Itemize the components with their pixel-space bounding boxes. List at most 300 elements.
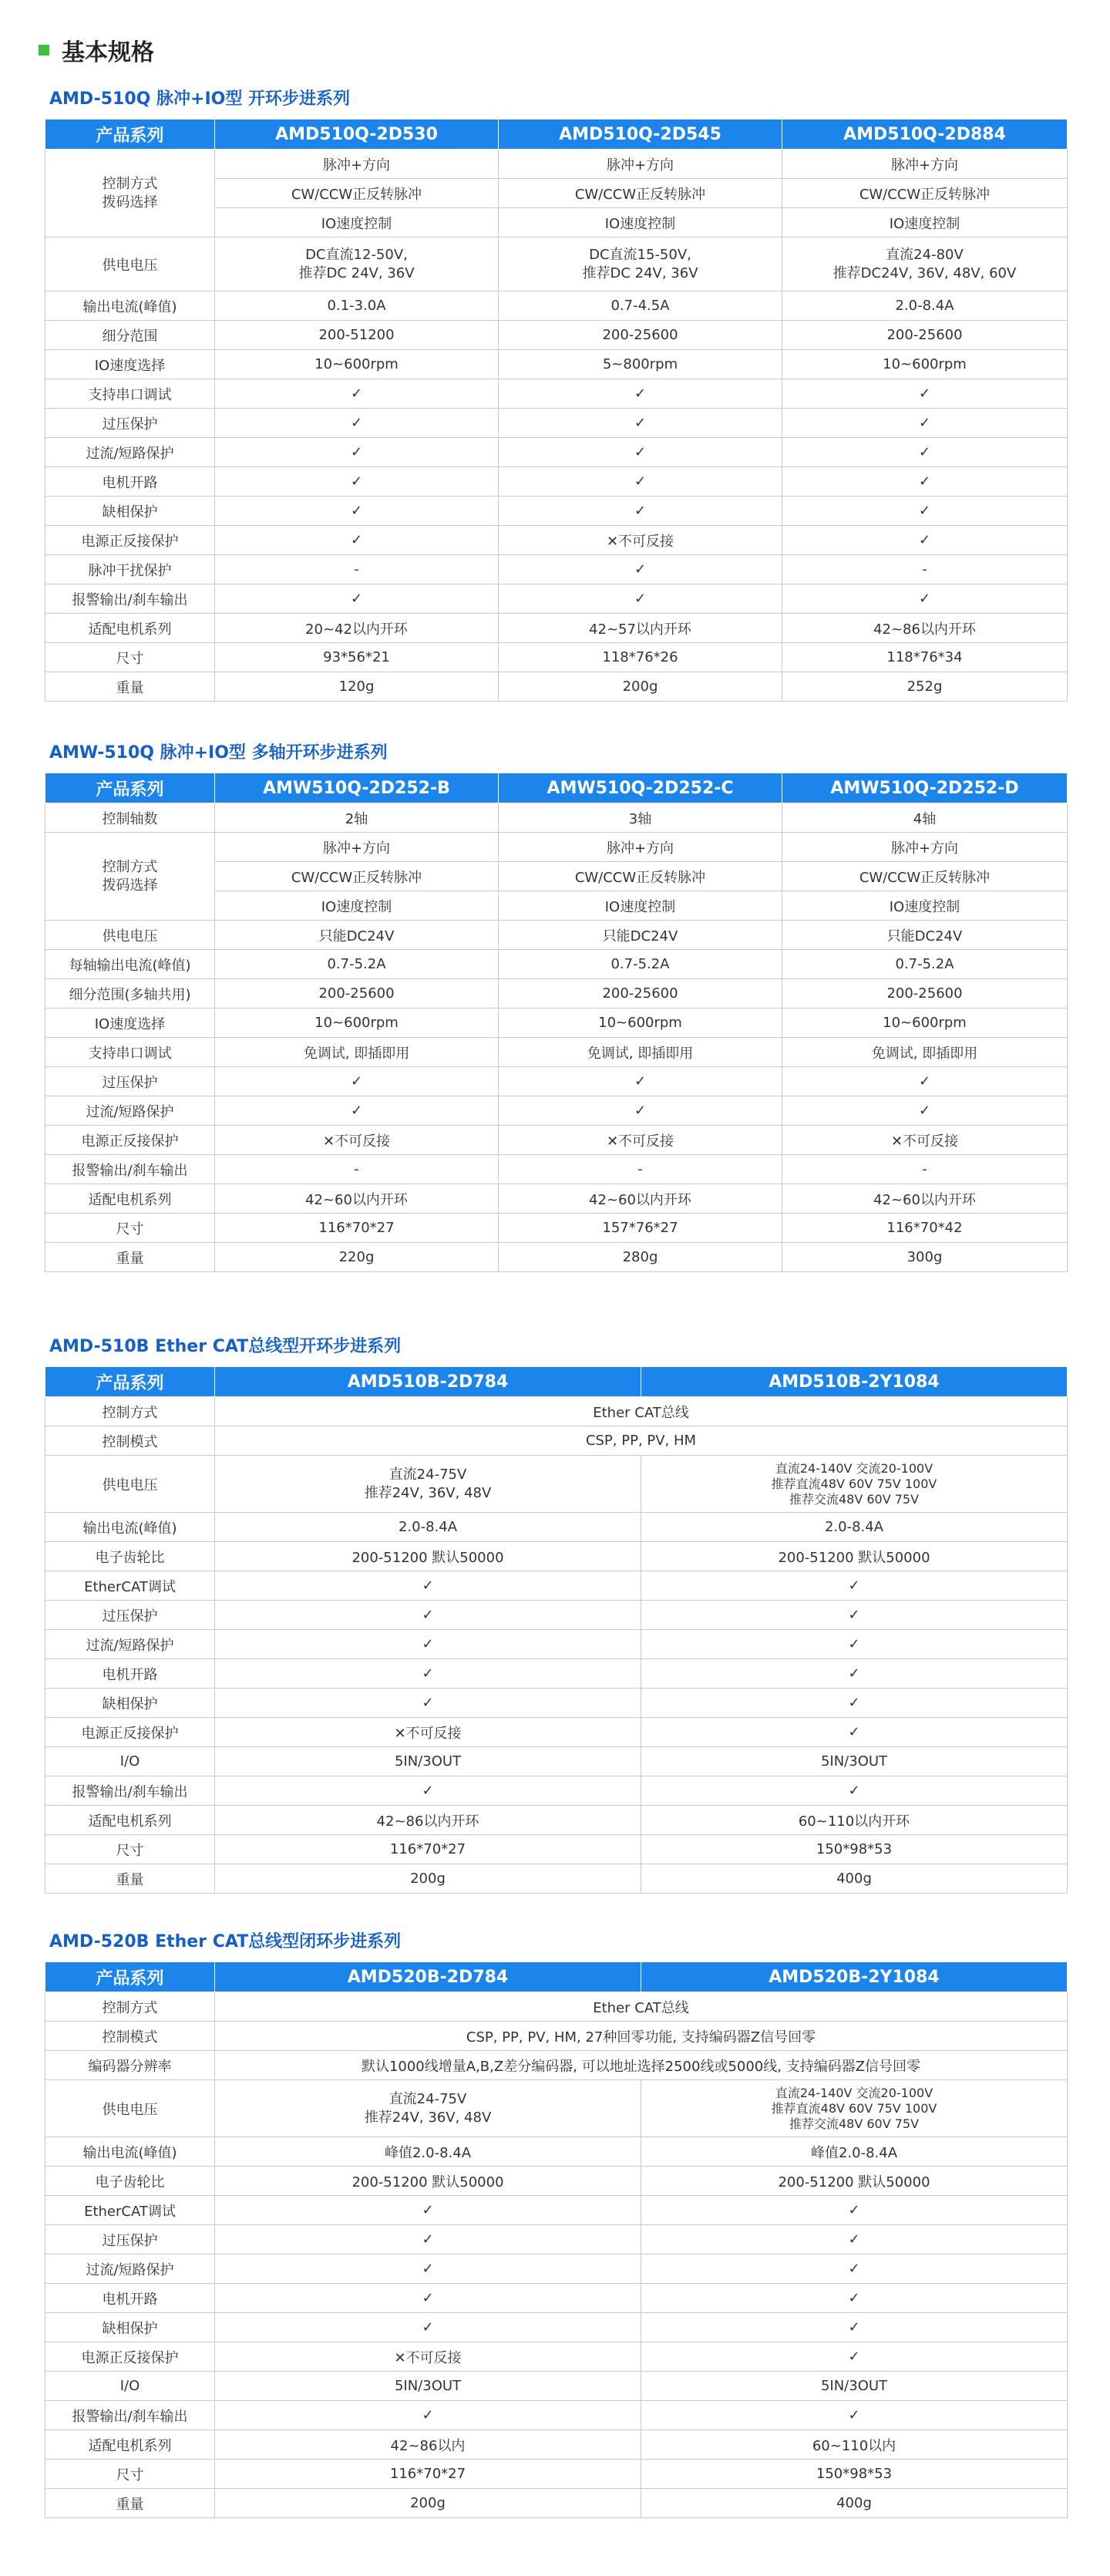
table-row	[45, 497, 1068, 526]
table-cell: 3轴	[499, 803, 782, 833]
table-cell: 42~57以内开环	[499, 614, 782, 643]
header-cell: AMD510B-2D784	[215, 1367, 641, 1397]
table-cell: 2.0-8.4A	[215, 1513, 641, 1542]
row-label: 适配电机系列	[45, 2430, 215, 2460]
table-row	[45, 1126, 1068, 1155]
row-label: 报警输出/刹车输出	[45, 1155, 215, 1184]
table-cell: 直流24-140V 交流20-100V 推荐直流48V 60V 75V 100V 推荐交流48V 60V 75V	[641, 2080, 1068, 2137]
table-cell: 200g	[215, 2489, 641, 2518]
title-marker	[39, 45, 49, 56]
table-row	[45, 1776, 1068, 1806]
table-row	[45, 1096, 1068, 1126]
table-row	[45, 1689, 1068, 1718]
table-cell: 5IN/3OUT	[641, 2372, 1068, 2401]
row-label: 支持串口调试	[45, 1038, 215, 1067]
table-cell: 42~86以内开环	[215, 1806, 641, 1835]
table-cell: ✓	[782, 526, 1068, 555]
row-label: 供电电压	[45, 921, 215, 950]
section-amd510q	[45, 76, 1067, 702]
table-row	[45, 467, 1068, 497]
table-cell: ✓	[641, 2254, 1068, 2284]
table-row	[45, 2051, 1068, 2080]
table-row	[45, 1630, 1068, 1659]
table-cell: IO速度控制	[499, 208, 782, 237]
table-cell: ✓	[782, 467, 1068, 497]
table-cell: -	[782, 1155, 1068, 1184]
table-row	[45, 1214, 1068, 1243]
table-cell: CSP, PP, PV, HM, 27种回零功能, 支持编码器Z信号回零	[215, 2022, 1068, 2051]
row-label: 电源正反接保护	[45, 1718, 215, 1747]
section-amw510q	[45, 729, 1067, 1272]
table-cell: ✓	[782, 438, 1068, 467]
table-row	[45, 1426, 1068, 1456]
table-cell: 只能DC24V	[499, 921, 782, 950]
table-cell: 脉冲+方向	[215, 833, 499, 862]
table-cell: ✓	[215, 526, 499, 555]
table-cell: ✓	[641, 2313, 1068, 2342]
table-cell: ✓	[641, 1630, 1068, 1659]
table-header-row	[45, 120, 1068, 150]
row-label: 尺寸	[45, 1214, 215, 1243]
header-cell: 产品系列	[45, 120, 215, 150]
table-cell: ✓	[641, 1601, 1068, 1630]
row-label: 报警输出/刹车输出	[45, 584, 215, 614]
table-cell: ✓	[782, 1067, 1068, 1096]
table-cell: ✓	[215, 1601, 641, 1630]
table-cell: 200-25600	[215, 979, 499, 1009]
row-label: 控制模式	[45, 2022, 215, 2051]
table-row	[45, 2196, 1068, 2225]
table-row	[45, 1601, 1068, 1630]
table-cell: 116*70*27	[215, 2460, 641, 2489]
row-label: 输出电流(峰值)	[45, 2137, 215, 2167]
row-label: 电子齿轮比	[45, 1542, 215, 1571]
table-row	[45, 2342, 1068, 2372]
table-row	[45, 1806, 1068, 1835]
header-cell: AMW510Q-2D252-B	[215, 773, 499, 803]
row-label: I/O	[45, 2372, 215, 2401]
row-label: 过流/短路保护	[45, 1096, 215, 1126]
row-label: 重量	[45, 1864, 215, 1894]
header-cell: 产品系列	[45, 773, 215, 803]
row-label: 编码器分辨率	[45, 2051, 215, 2080]
table-cell: ✓	[641, 1689, 1068, 1718]
table-cell: 200-51200 默认50000	[215, 1542, 641, 1571]
table-row	[45, 2284, 1068, 2313]
row-label: EtherCAT调试	[45, 2196, 215, 2225]
table-cell: 300g	[782, 1243, 1068, 1272]
table-cell: 直流24-80V 推荐DC24V, 36V, 48V, 60V	[782, 237, 1068, 291]
table-cell: CW/CCW正反转脉冲	[215, 179, 499, 208]
row-label: 电子齿轮比	[45, 2167, 215, 2196]
section-amd510b	[45, 1323, 1067, 1894]
header-cell: AMW510Q-2D252-C	[499, 773, 782, 803]
table-cell: 200-51200 默认50000	[215, 2167, 641, 2196]
table-cell: 免调试, 即插即用	[499, 1038, 782, 1067]
row-label: 报警输出/刹车输出	[45, 1776, 215, 1806]
table-cell: 200-25600	[499, 321, 782, 350]
table-cell: CW/CCW正反转脉冲	[782, 862, 1068, 891]
table-row	[45, 833, 1068, 862]
row-label: 重量	[45, 2489, 215, 2518]
table-cell: 默认1000线增量A,B,Z差分编码器, 可以地址选择2500线或5000线, 支持编码器Z信号回零	[215, 2051, 1068, 2080]
table-cell: 0.7-5.2A	[499, 950, 782, 979]
row-label: 供电电压	[45, 237, 215, 291]
table-cell: 116*70*27	[215, 1214, 499, 1243]
table-cell: ✓	[215, 1630, 641, 1659]
table-row	[45, 1243, 1068, 1272]
table-row	[45, 921, 1068, 950]
table-cell: DC直流12-50V, 推荐DC 24V, 36V	[215, 237, 499, 291]
table-cell: 脉冲+方向	[499, 150, 782, 179]
table-cell: ✓	[215, 1096, 499, 1126]
table-cell: ✓	[641, 2401, 1068, 2430]
row-label: 脉冲干扰保护	[45, 555, 215, 584]
table-cell: 42~60以内开环	[782, 1184, 1068, 1214]
row-label: EtherCAT调试	[45, 1571, 215, 1601]
row-label: 控制模式	[45, 1426, 215, 1456]
row-label: 支持串口调试	[45, 379, 215, 409]
page-title-text: 基本规格	[62, 39, 154, 66]
row-label: 输出电流(峰值)	[45, 1513, 215, 1542]
section-title: AMW-510Q 脉冲+IO型 多轴开环步进系列	[49, 743, 388, 763]
table-cell: -	[782, 555, 1068, 584]
table-cell: ✓	[215, 1067, 499, 1096]
table-row	[45, 1542, 1068, 1571]
table-cell: 200g	[499, 672, 782, 702]
table-row	[45, 803, 1068, 833]
table-cell: ✓	[499, 379, 782, 409]
row-label: 过流/短路保护	[45, 1630, 215, 1659]
row-label: 控制轴数	[45, 803, 215, 833]
table-row	[45, 1992, 1068, 2022]
row-label: I/O	[45, 1747, 215, 1776]
row-label: 适配电机系列	[45, 614, 215, 643]
table-cell: 峰值2.0-8.4A	[641, 2137, 1068, 2167]
table-row	[45, 438, 1068, 467]
table-cell: ✕不可反接	[499, 1126, 782, 1155]
row-label: 缺相保护	[45, 2313, 215, 2342]
table-row	[45, 291, 1068, 321]
row-label: 细分范围	[45, 321, 215, 350]
table-cell: 116*70*42	[782, 1214, 1068, 1243]
table-row	[45, 2460, 1068, 2489]
table-cell: ✓	[641, 2225, 1068, 2254]
table-cell: 120g	[215, 672, 499, 702]
row-label: 电源正反接保护	[45, 2342, 215, 2372]
table-cell: ✓	[782, 497, 1068, 526]
table-row	[45, 2401, 1068, 2430]
table-cell: IO速度控制	[782, 208, 1068, 237]
table-cell: ✓	[499, 409, 782, 438]
table-cell: ✕不可反接	[499, 526, 782, 555]
table-cell: CSP, PP, PV, HM	[215, 1426, 1068, 1456]
table-cell: 0.7-5.2A	[215, 950, 499, 979]
header-cell: AMD510B-2Y1084	[641, 1367, 1068, 1397]
table-row	[45, 979, 1068, 1009]
table-row	[45, 2022, 1068, 2051]
table-row	[45, 1397, 1068, 1426]
table-row	[45, 409, 1068, 438]
table-cell: ✓	[499, 438, 782, 467]
table-cell: ✓	[499, 497, 782, 526]
table-cell: ✓	[215, 1776, 641, 1806]
table-cell: -	[499, 1155, 782, 1184]
table-row	[45, 150, 1068, 179]
table-cell: ✓	[782, 584, 1068, 614]
table-cell: ✓	[215, 1659, 641, 1689]
table-row	[45, 350, 1068, 379]
table-cell: IO速度控制	[499, 891, 782, 921]
header-cell: 产品系列	[45, 1367, 215, 1397]
section-title: AMD-510Q 脉冲+IO型 开环步进系列	[49, 89, 350, 109]
table-row	[45, 1835, 1068, 1864]
table-row	[45, 584, 1068, 614]
table-cell: CW/CCW正反转脉冲	[499, 179, 782, 208]
table-cell: ✓	[215, 2196, 641, 2225]
table-header-row	[45, 1367, 1068, 1397]
table-cell: ✓	[215, 2401, 641, 2430]
table-cell: 10~600rpm	[782, 350, 1068, 379]
table-cell: ✕不可反接	[215, 2342, 641, 2372]
table-cell: ✓	[215, 2225, 641, 2254]
table-cell: CW/CCW正反转脉冲	[782, 179, 1068, 208]
table-cell: 200g	[215, 1864, 641, 1894]
table-cell: ✓	[215, 2313, 641, 2342]
header-cell: AMD510Q-2D530	[215, 120, 499, 150]
table-row	[45, 2167, 1068, 2196]
section-title: AMD-520B Ether CAT总线型闭环步进系列	[49, 1932, 402, 1951]
header-cell: AMD520B-2Y1084	[641, 1962, 1068, 1992]
table-row	[45, 1747, 1068, 1776]
spec-table-amd520b	[45, 1961, 1068, 2518]
table-cell: 60~110以内开环	[641, 1806, 1068, 1835]
table-cell: 2.0-8.4A	[782, 291, 1068, 321]
table-row	[45, 2225, 1068, 2254]
table-cell: 220g	[215, 1243, 499, 1272]
table-row	[45, 1038, 1068, 1067]
table-row	[45, 614, 1068, 643]
table-cell: 直流24-75V 推荐24V, 36V, 48V	[215, 2080, 641, 2137]
table-cell: 200-51200 默认50000	[641, 2167, 1068, 2196]
row-label: 过压保护	[45, 2225, 215, 2254]
table-row	[45, 1571, 1068, 1601]
table-cell: 200-25600	[782, 321, 1068, 350]
table-cell: ✕不可反接	[215, 1718, 641, 1747]
table-row	[45, 672, 1068, 702]
table-cell: 2.0-8.4A	[641, 1513, 1068, 1542]
table-row	[45, 555, 1068, 584]
table-cell: 118*76*34	[782, 643, 1068, 672]
header-cell: AMD510Q-2D545	[499, 120, 782, 150]
table-cell: 直流24-140V 交流20-100V 推荐直流48V 60V 75V 100V 推荐交流48V 60V 75V	[641, 1456, 1068, 1513]
table-cell: ✓	[215, 438, 499, 467]
row-label: 控制方式	[45, 1992, 215, 2022]
row-label: 过压保护	[45, 409, 215, 438]
table-cell: 118*76*26	[499, 643, 782, 672]
table-row	[45, 1864, 1068, 1894]
table-cell: 0.7-5.2A	[782, 950, 1068, 979]
table-cell: 10~600rpm	[782, 1009, 1068, 1038]
row-label: 控制方式	[45, 1397, 215, 1426]
table-cell: CW/CCW正反转脉冲	[215, 862, 499, 891]
row-label: 过压保护	[45, 1067, 215, 1096]
table-cell: 20~42以内开环	[215, 614, 499, 643]
table-cell: 42~60以内开环	[215, 1184, 499, 1214]
table-cell: 10~600rpm	[499, 1009, 782, 1038]
table-cell: 只能DC24V	[782, 921, 1068, 950]
table-cell: 免调试, 即插即用	[215, 1038, 499, 1067]
table-cell: 5~800rpm	[499, 350, 782, 379]
table-row	[45, 379, 1068, 409]
table-row	[45, 643, 1068, 672]
table-cell: 2轴	[215, 803, 499, 833]
table-row	[45, 2372, 1068, 2401]
section-amd520b	[45, 1918, 1067, 2518]
row-label: 尺寸	[45, 643, 215, 672]
table-cell: ✓	[215, 1571, 641, 1601]
spec-table-amd510q	[45, 119, 1068, 702]
row-label: 重量	[45, 1243, 215, 1272]
table-cell: ✓	[641, 2196, 1068, 2225]
table-row	[45, 1513, 1068, 1542]
row-label: 每轴输出电流(峰值)	[45, 950, 215, 979]
table-cell: IO速度控制	[782, 891, 1068, 921]
table-cell: ✓	[641, 2284, 1068, 2313]
table-cell: 10~600rpm	[215, 350, 499, 379]
table-cell: ✓	[782, 409, 1068, 438]
table-cell: -	[215, 1155, 499, 1184]
table-cell: ✓	[215, 409, 499, 438]
table-cell: 0.7-4.5A	[499, 291, 782, 321]
table-cell: ✓	[499, 467, 782, 497]
table-cell: ✓	[499, 1067, 782, 1096]
table-cell: 60~110以内	[641, 2430, 1068, 2460]
row-label: 过流/短路保护	[45, 438, 215, 467]
table-cell: 280g	[499, 1243, 782, 1272]
table-cell: IO速度控制	[215, 208, 499, 237]
table-cell: ✕不可反接	[782, 1126, 1068, 1155]
table-row	[45, 1184, 1068, 1214]
row-label: 缺相保护	[45, 1689, 215, 1718]
table-cell: 42~60以内开环	[499, 1184, 782, 1214]
table-cell: ✓	[641, 1659, 1068, 1689]
row-label: 输出电流(峰值)	[45, 291, 215, 321]
table-cell: ✓	[641, 1718, 1068, 1747]
table-cell: IO速度控制	[215, 891, 499, 921]
header-cell: AMD510Q-2D884	[782, 120, 1068, 150]
table-cell: 只能DC24V	[215, 921, 499, 950]
table-cell: 脉冲+方向	[215, 150, 499, 179]
table-cell: ✓	[215, 379, 499, 409]
table-row	[45, 2313, 1068, 2342]
row-label: 细分范围(多轴共用)	[45, 979, 215, 1009]
row-label: 适配电机系列	[45, 1184, 215, 1214]
row-label: 电机开路	[45, 467, 215, 497]
table-cell: 400g	[641, 2489, 1068, 2518]
table-row	[45, 1009, 1068, 1038]
table-cell: DC直流15-50V, 推荐DC 24V, 36V	[499, 237, 782, 291]
table-cell: 免调试, 即插即用	[782, 1038, 1068, 1067]
table-cell: ✓	[215, 2254, 641, 2284]
table-cell: 0.1-3.0A	[215, 291, 499, 321]
table-cell: 42~86以内	[215, 2430, 641, 2460]
row-label: 电源正反接保护	[45, 526, 215, 555]
table-cell: ✓	[782, 1096, 1068, 1126]
row-label: 尺寸	[45, 2460, 215, 2489]
table-cell: 5IN/3OUT	[215, 2372, 641, 2401]
table-header-row	[45, 1962, 1068, 1992]
table-cell: 157*76*27	[499, 1214, 782, 1243]
spec-table-amw510q	[45, 773, 1068, 1272]
table-cell: ✓	[499, 584, 782, 614]
table-row	[45, 1155, 1068, 1184]
table-cell: ✓	[499, 555, 782, 584]
table-cell: Ether CAT总线	[215, 1992, 1068, 2022]
table-row	[45, 2137, 1068, 2167]
table-cell: 5IN/3OUT	[215, 1747, 641, 1776]
table-row	[45, 237, 1068, 291]
section-title: AMD-510B Ether CAT总线型开环步进系列	[49, 1337, 402, 1356]
table-cell: -	[215, 555, 499, 584]
row-label: 供电电压	[45, 2080, 215, 2137]
table-cell: ✓	[782, 379, 1068, 409]
row-label: 控制方式 拨码选择	[45, 833, 215, 921]
table-row	[45, 2489, 1068, 2518]
table-row	[45, 526, 1068, 555]
table-cell: ✓	[215, 1689, 641, 1718]
table-row	[45, 1456, 1068, 1513]
table-header-row	[45, 773, 1068, 803]
table-cell: 200-25600	[782, 979, 1068, 1009]
table-cell: 10~600rpm	[215, 1009, 499, 1038]
table-cell: ✓	[215, 584, 499, 614]
table-row	[45, 2430, 1068, 2460]
header-cell: AMD520B-2D784	[215, 1962, 641, 1992]
table-cell: ✓	[641, 1571, 1068, 1601]
table-cell: 4轴	[782, 803, 1068, 833]
row-label: 电机开路	[45, 1659, 215, 1689]
table-row	[45, 2254, 1068, 2284]
header-cell: 产品系列	[45, 1962, 215, 1992]
table-cell: Ether CAT总线	[215, 1397, 1068, 1426]
table-cell: 150*98*53	[641, 2460, 1068, 2489]
row-label: 适配电机系列	[45, 1806, 215, 1835]
table-cell: 5IN/3OUT	[641, 1747, 1068, 1776]
row-label: 电机开路	[45, 2284, 215, 2313]
row-label: 过流/短路保护	[45, 2254, 215, 2284]
table-row	[45, 1067, 1068, 1096]
table-cell: 200-51200 默认50000	[641, 1542, 1068, 1571]
spec-table-amd510b	[45, 1366, 1068, 1894]
table-cell: 93*56*21	[215, 643, 499, 672]
table-row	[45, 950, 1068, 979]
table-cell: 42~86以内开环	[782, 614, 1068, 643]
row-label: IO速度选择	[45, 350, 215, 379]
header-cell: AMW510Q-2D252-D	[782, 773, 1068, 803]
table-cell: 200-25600	[499, 979, 782, 1009]
table-cell: ✓	[641, 2342, 1068, 2372]
table-cell: 直流24-75V 推荐24V, 36V, 48V	[215, 1456, 641, 1513]
row-label: 控制方式 拨码选择	[45, 150, 215, 237]
page-title	[39, 31, 154, 69]
table-cell: 脉冲+方向	[782, 833, 1068, 862]
row-label: 供电电压	[45, 1456, 215, 1513]
table-cell: ✓	[215, 2284, 641, 2313]
table-row	[45, 321, 1068, 350]
table-cell: CW/CCW正反转脉冲	[499, 862, 782, 891]
table-cell: ✓	[215, 497, 499, 526]
